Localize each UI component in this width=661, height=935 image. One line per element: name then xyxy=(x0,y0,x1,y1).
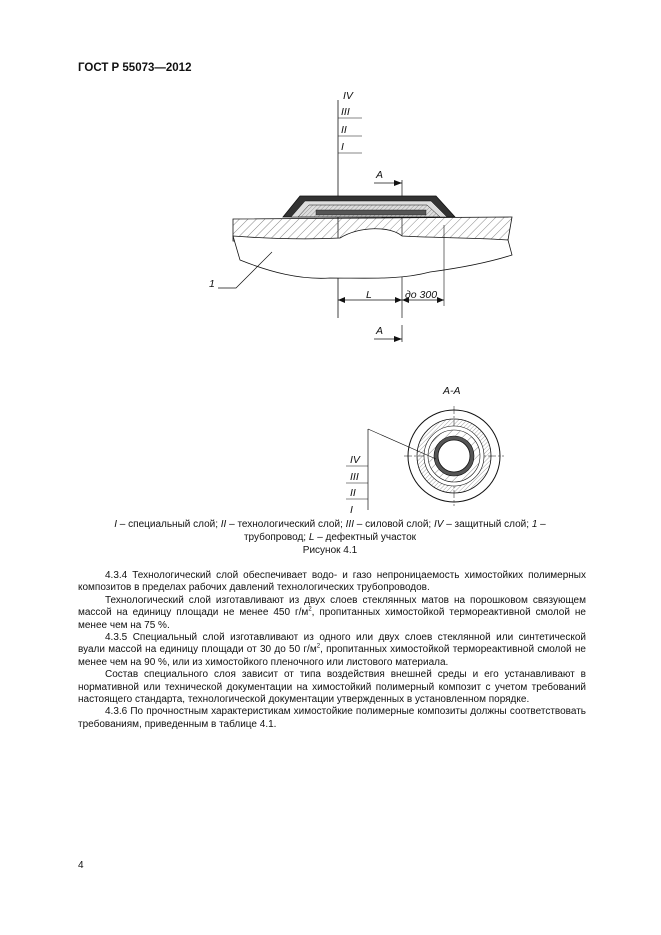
page-number: 4 xyxy=(78,860,84,871)
paragraph-4-3-5 xyxy=(78,632,586,669)
paragraph-tech-layer xyxy=(78,595,586,632)
standard-header: ГОСТ Р 55073—2012 xyxy=(78,62,192,74)
caption-text: трубопровод; xyxy=(243,532,309,543)
caption-text: – дефектный участок xyxy=(314,532,417,543)
layer-label-ii-top: II xyxy=(341,124,347,136)
caption-term-1: 1 xyxy=(531,519,538,530)
cross-section-a-a xyxy=(346,385,504,516)
caption-text: – защитный слой; xyxy=(443,519,532,530)
layer-label-i-bottom: I xyxy=(350,504,353,516)
paragraph-text: , пропитанных химостойкой термореактивной смолой не менее чем на 75 %. xyxy=(78,607,586,631)
caption-line-1 xyxy=(100,518,560,531)
caption-line-2 xyxy=(100,531,560,544)
caption-term-ii: II xyxy=(220,519,227,530)
caption-text: – xyxy=(537,519,546,530)
body-text xyxy=(78,570,586,731)
section-marker-bottom: A xyxy=(376,325,384,337)
caption-term-l: L xyxy=(308,532,315,543)
caption-term-iii: III xyxy=(345,519,354,530)
paragraph-4-3-4: 4.3.4 Технологический слой обеспечивает водо- и газо непроницаемость химостойких полимерных композитов в пределах рабочих давлений технологических трубопроводов. xyxy=(78,570,586,594)
longitudinal-section xyxy=(209,90,512,342)
superscript: 2 xyxy=(316,644,321,651)
caption-title: Рисунок 4.1 xyxy=(302,545,358,556)
section-title: А-А xyxy=(443,385,461,397)
layer-label-iv-bottom: IV xyxy=(350,454,360,466)
paragraph-special-layer: Состав специального слоя зависит от типа воздействия внешней среды и его устанавливают в нормативной или технической документации на химостойкий полимерный композит с учетом требований настоящего стандарта, технологической документации утвержденных в установленном порядке. xyxy=(78,669,586,706)
paragraph-text: 4.3.5 Специальный слой изготавливают из одного или двух слоев стеклянной или синтетической вуали массой на единицу площади от 30 до 50 г/м xyxy=(78,632,586,656)
paragraph-text: , пропитанных химостойкой термореактивной смолой не менее чем на 90 %, или из химостойкого пленочного или листового материала. xyxy=(78,644,586,668)
label-pipe-1: 1 xyxy=(209,278,215,290)
caption-term-iv: IV xyxy=(433,519,444,530)
layer-label-i-top: I xyxy=(341,141,344,153)
dimension-300: до 300 xyxy=(405,289,438,301)
paragraph-4-3-6: 4.3.6 По прочностным характеристикам химостойкие полимерные композиты должны соответствовать требованиям, приведенным в таблице 4.1. xyxy=(78,706,586,730)
superscript: 2 xyxy=(308,606,312,613)
caption-text: – силовой слой; xyxy=(353,519,434,530)
caption-text: – специальный слой; xyxy=(117,519,221,530)
layer-label-iv-top: IV xyxy=(343,90,353,102)
dimension-l: L xyxy=(366,289,372,301)
layer-label-iii-bottom: III xyxy=(350,471,359,483)
caption-term-i: I xyxy=(114,519,118,530)
figure-caption xyxy=(100,518,560,557)
layer-label-iii-top: III xyxy=(341,106,350,118)
section-marker-top: A xyxy=(376,169,384,181)
paragraph-text: Технологический слой изготавливают из двух слоев стеклянных матов на порошковом связующем массой на единицу площади не менее 450 г/м xyxy=(78,594,586,619)
caption-text: – технологический слой; xyxy=(226,519,346,530)
layer-label-ii-bottom: II xyxy=(350,487,356,499)
